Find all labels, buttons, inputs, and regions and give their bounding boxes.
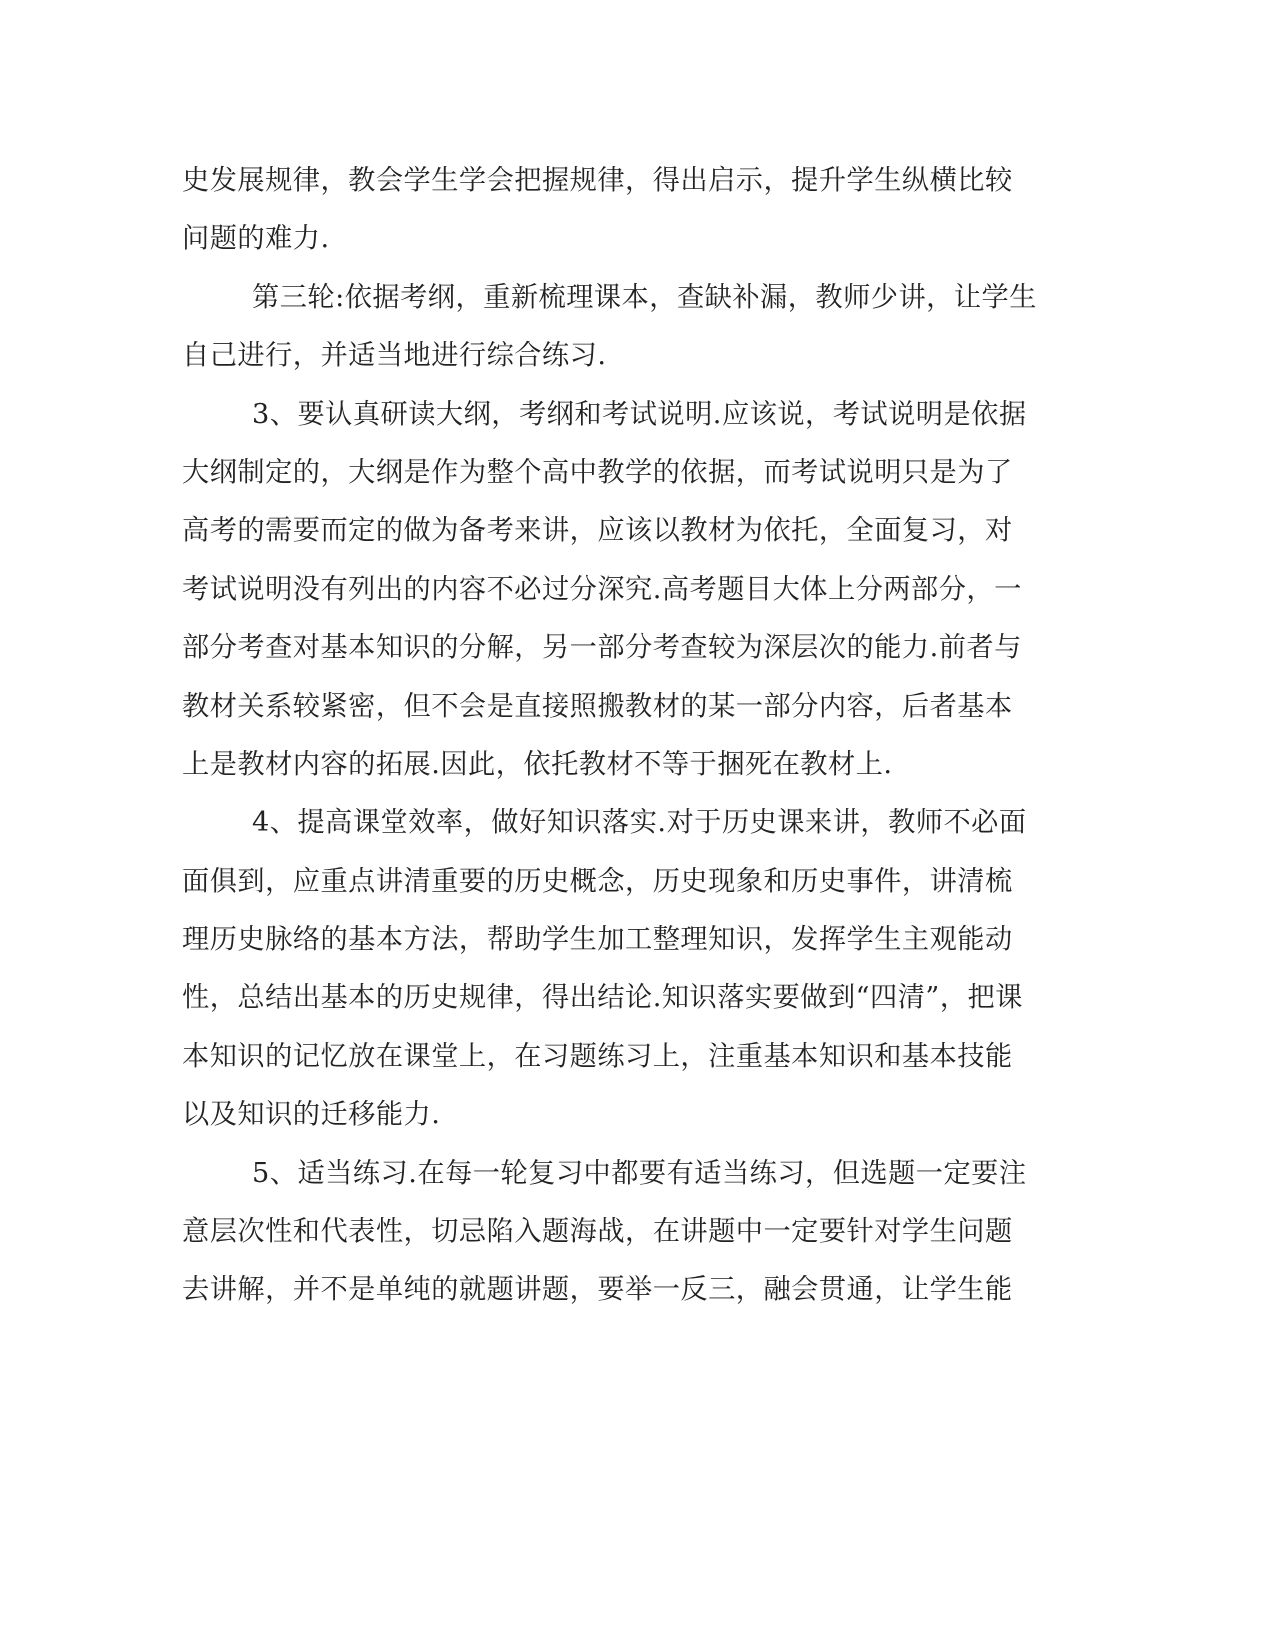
text-line: 理历史脉络的基本方法，帮助学生加工整理知识，发挥学生主观能动	[182, 924, 1013, 956]
text-line: 以及知识的迁移能力.	[182, 1099, 441, 1131]
paragraph-first-line: 5、适当练习.在每一轮复习中都要有适当练习，但选题一定要注	[252, 1157, 1027, 1189]
text-line: 性，总结出基本的历史规律，得出结论.知识落实要做到“四清”，把课	[182, 982, 1023, 1014]
text-line: 上是教材内容的拓展.因此，依托教材不等于捆死在教材上.	[182, 748, 893, 780]
paragraph-first-line: 3、要认真研读大纲，考纲和考试说明.应该说，考试说明是依据	[252, 398, 1027, 430]
text-line: 高考的需要而定的做为备考来讲，应该以教材为依托，全面复习，对	[182, 515, 1013, 547]
text-line: 去讲解，并不是单纯的就题讲题，要举一反三，融会贯通，让学生能	[182, 1274, 1013, 1306]
text-line: 问题的难力.	[182, 223, 330, 255]
text-line: 部分考查对基本知识的分解，另一部分考查较为深层次的能力.前者与	[182, 632, 1022, 664]
text-line: 本知识的记忆放在课堂上，在习题练习上，注重基本知识和基本技能	[182, 1040, 1013, 1072]
document-body	[182, 152, 1052, 1320]
paragraph-first-line: 第三轮:依据考纲，重新梳理课本，查缺补漏，教师少讲，让学生	[252, 281, 1037, 313]
text-line: 教材关系较紧密，但不会是直接照搬教材的某一部分内容，后者基本	[182, 690, 1013, 722]
text-line: 意层次性和代表性，切忌陷入题海战，在讲题中一定要针对学生问题	[182, 1216, 1013, 1248]
text-line: 自己进行，并适当地进行综合练习.	[182, 340, 607, 372]
text-line: 面俱到，应重点讲清重要的历史概念，历史现象和历史事件，讲清梳	[182, 865, 1013, 897]
text-line: 大纲制定的，大纲是作为整个高中教学的依据，而考试说明只是为了	[182, 456, 1013, 488]
paragraph-first-line: 4、提高课堂效率，做好知识落实.对于历史课来讲，教师不必面	[252, 807, 1027, 839]
text-line: 考试说明没有列出的内容不必过分深究.高考题目大体上分两部分，一	[182, 573, 1022, 605]
text-line: 史发展规律，教会学生学会把握规律，得出启示，提升学生纵横比较	[182, 165, 1013, 196]
